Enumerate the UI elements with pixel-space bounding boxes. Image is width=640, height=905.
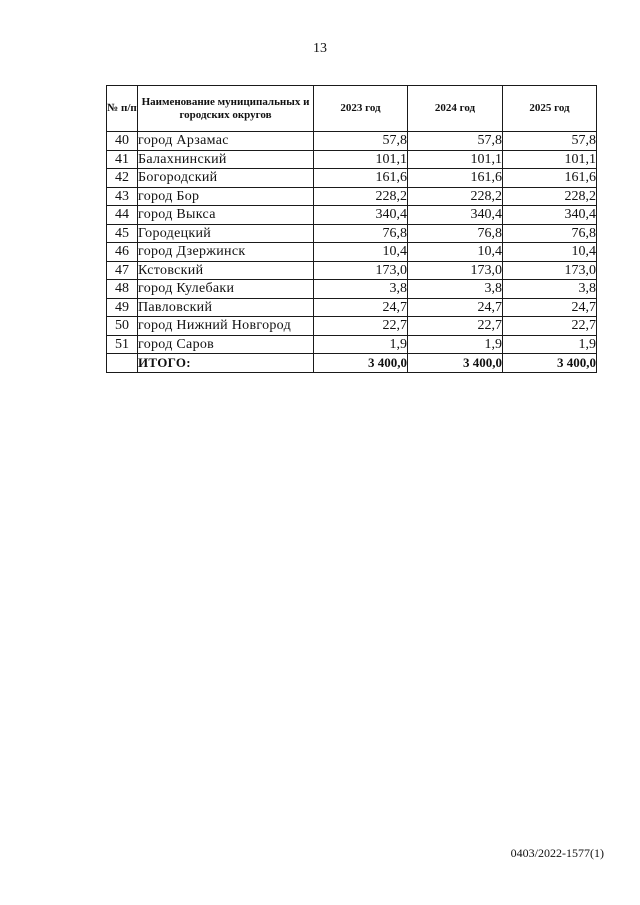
row-number: 41 xyxy=(107,150,138,169)
value-2024: 173,0 xyxy=(408,261,503,280)
table-row xyxy=(107,335,597,354)
row-number: 51 xyxy=(107,335,138,354)
table-header-row xyxy=(107,86,597,132)
table-row xyxy=(107,132,597,151)
value-2025: 228,2 xyxy=(503,187,597,206)
district-name: город Арзамас xyxy=(138,132,314,151)
value-2023: 340,4 xyxy=(314,206,408,225)
header-2023: 2023 год xyxy=(314,86,408,132)
header-2025: 2025 год xyxy=(503,86,597,132)
value-2024: 3,8 xyxy=(408,280,503,299)
total-2025: 3 400,0 xyxy=(503,354,597,373)
row-number: 42 xyxy=(107,169,138,188)
district-name: город Дзержинск xyxy=(138,243,314,262)
district-name: Кстовский xyxy=(138,261,314,280)
header-num: № п/п xyxy=(107,86,138,132)
district-name: Богородский xyxy=(138,169,314,188)
row-number: 43 xyxy=(107,187,138,206)
district-name: город Кулебаки xyxy=(138,280,314,299)
district-name: Павловский xyxy=(138,298,314,317)
row-number: 48 xyxy=(107,280,138,299)
table-row xyxy=(107,280,597,299)
table-row xyxy=(107,243,597,262)
table-row xyxy=(107,298,597,317)
table-row xyxy=(107,150,597,169)
table-row xyxy=(107,169,597,188)
value-2023: 3,8 xyxy=(314,280,408,299)
value-2024: 340,4 xyxy=(408,206,503,225)
table-row xyxy=(107,187,597,206)
total-row xyxy=(107,354,597,373)
district-name: Городецкий xyxy=(138,224,314,243)
header-2024: 2024 год xyxy=(408,86,503,132)
value-2023: 57,8 xyxy=(314,132,408,151)
value-2025: 1,9 xyxy=(503,335,597,354)
value-2024: 1,9 xyxy=(408,335,503,354)
value-2024: 228,2 xyxy=(408,187,503,206)
district-name: город Саров xyxy=(138,335,314,354)
value-2025: 10,4 xyxy=(503,243,597,262)
value-2023: 1,9 xyxy=(314,335,408,354)
district-name: город Выкса xyxy=(138,206,314,225)
value-2025: 57,8 xyxy=(503,132,597,151)
table-row xyxy=(107,206,597,225)
value-2025: 101,1 xyxy=(503,150,597,169)
row-number: 50 xyxy=(107,317,138,336)
value-2023: 101,1 xyxy=(314,150,408,169)
value-2025: 3,8 xyxy=(503,280,597,299)
allocation-table xyxy=(106,85,597,373)
value-2025: 22,7 xyxy=(503,317,597,336)
row-number: 40 xyxy=(107,132,138,151)
value-2024: 57,8 xyxy=(408,132,503,151)
value-2024: 22,7 xyxy=(408,317,503,336)
value-2023: 24,7 xyxy=(314,298,408,317)
total-num-cell xyxy=(107,354,138,373)
value-2024: 161,6 xyxy=(408,169,503,188)
value-2025: 340,4 xyxy=(503,206,597,225)
value-2023: 10,4 xyxy=(314,243,408,262)
value-2023: 76,8 xyxy=(314,224,408,243)
page-number: 13 xyxy=(313,41,327,56)
value-2023: 161,6 xyxy=(314,169,408,188)
district-name: город Бор xyxy=(138,187,314,206)
value-2024: 101,1 xyxy=(408,150,503,169)
table-row xyxy=(107,224,597,243)
total-2024: 3 400,0 xyxy=(408,354,503,373)
table-row xyxy=(107,317,597,336)
value-2023: 173,0 xyxy=(314,261,408,280)
value-2025: 173,0 xyxy=(503,261,597,280)
row-number: 46 xyxy=(107,243,138,262)
value-2023: 228,2 xyxy=(314,187,408,206)
row-number: 44 xyxy=(107,206,138,225)
row-number: 49 xyxy=(107,298,138,317)
value-2025: 24,7 xyxy=(503,298,597,317)
value-2024: 24,7 xyxy=(408,298,503,317)
row-number: 47 xyxy=(107,261,138,280)
row-number: 45 xyxy=(107,224,138,243)
value-2023: 22,7 xyxy=(314,317,408,336)
value-2025: 161,6 xyxy=(503,169,597,188)
total-label: ИТОГО: xyxy=(138,354,314,373)
value-2024: 76,8 xyxy=(408,224,503,243)
value-2024: 10,4 xyxy=(408,243,503,262)
district-name: город Нижний Новгород xyxy=(138,317,314,336)
table-row xyxy=(107,261,597,280)
total-2023: 3 400,0 xyxy=(314,354,408,373)
document-code: 0403/2022-1577(1) xyxy=(510,846,604,860)
table-body xyxy=(107,132,597,354)
district-name: Балахнинский xyxy=(138,150,314,169)
value-2025: 76,8 xyxy=(503,224,597,243)
header-name: Наименование муниципальных и городских округов xyxy=(138,86,314,132)
